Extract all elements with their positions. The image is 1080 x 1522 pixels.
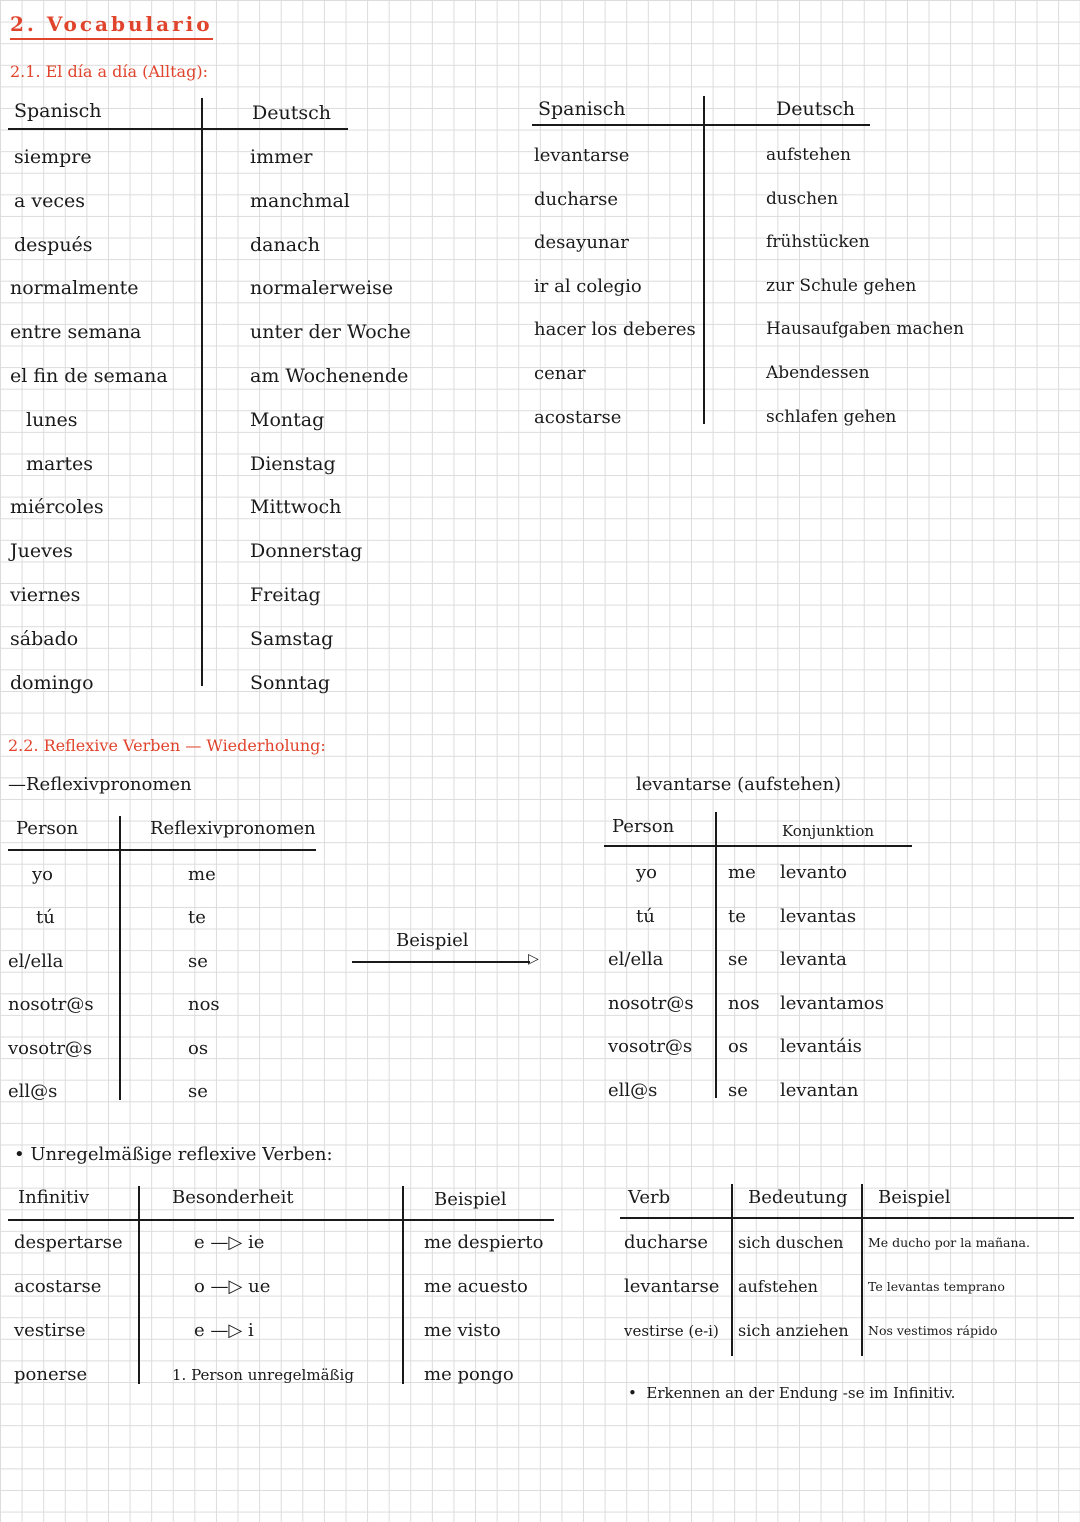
table-a-german-cell: Dienstag [250, 452, 336, 475]
table-b-header-deutsch: Deutsch [776, 98, 855, 120]
table-a-spanish-cell: siempre [14, 146, 92, 168]
verbs-beispiel-cell: Nos vestimos rápido [868, 1323, 998, 1338]
pronoun-header-person: Person [16, 818, 79, 839]
bullet-icon: • [14, 1144, 31, 1165]
table-b-spanish-cell: cenar [534, 363, 586, 384]
irregular-divider-1 [138, 1186, 140, 1384]
table-a-german-cell: danach [250, 233, 320, 256]
irregular-beispiel-cell: me despierto [424, 1232, 544, 1253]
pronoun-value-cell: os [188, 1037, 209, 1059]
table-a-header-deutsch: Deutsch [252, 102, 331, 124]
table-a-spanish-cell: domingo [10, 671, 94, 694]
table-a-german-cell: Donnerstag [250, 540, 363, 563]
table-b-german-cell: Abendessen [766, 363, 870, 383]
irregular-beispiel-cell: me visto [424, 1320, 501, 1341]
irregular-divider-2 [402, 1186, 404, 1384]
irregular-infinitiv-cell: ponerse [14, 1364, 88, 1385]
verbs-header-rule [620, 1217, 1074, 1219]
irregular-besonderheit-cell: 1. Person unregelmäßig [172, 1366, 354, 1384]
pronoun-value-cell: te [188, 907, 206, 929]
table-b-german-cell: schlafen gehen [766, 406, 897, 427]
subheading-reflexivpronomen: —Reflexivpronomen [8, 774, 192, 795]
conj-pronoun-cell: me [728, 862, 756, 883]
table-a-spanish-cell: Jueves [10, 540, 73, 563]
pronoun-person-cell: vosotr@s [8, 1037, 93, 1059]
table-b-german-cell: aufstehen [766, 145, 851, 165]
pronoun-person-cell: ell@s [8, 1081, 58, 1102]
verbs-header-verb: Verb [628, 1187, 671, 1208]
verbs-verb-cell: levantarse [624, 1276, 720, 1297]
table-a-german-cell: am Wochenende [250, 365, 409, 387]
irregular-header-infinitiv: Infinitiv [18, 1187, 90, 1208]
verbs-header-beispiel: Beispiel [878, 1187, 951, 1208]
table-a-spanish-cell: normalmente [10, 277, 139, 300]
table-a-spanish-cell: el fin de semana [10, 365, 168, 387]
irregular-header-besonderheit: Besonderheit [172, 1187, 294, 1208]
table-b-german-cell: zur Schule gehen [766, 275, 917, 296]
bullet-icon: • [628, 1384, 647, 1402]
table-a-german-cell: immer [250, 146, 313, 168]
conj-verb-cell: levanta [780, 949, 847, 971]
verbs-bedeutung-cell: aufstehen [738, 1277, 818, 1296]
conj-verb-cell: levantan [780, 1080, 859, 1101]
conj-person-cell: ell@s [608, 1080, 658, 1101]
table-a-spanish-cell: después [14, 233, 93, 256]
table-b-spanish-cell: desayunar [534, 232, 629, 254]
irregular-header-beispiel: Beispiel [434, 1189, 507, 1210]
table-b-spanish-cell: hacer los deberes [534, 319, 696, 341]
table-a-spanish-cell: martes [26, 452, 94, 475]
conj-pronoun-cell: nos [728, 992, 760, 1014]
table-a-spanish-cell: lunes [26, 408, 78, 431]
verbs-divider-1 [731, 1184, 733, 1356]
table-b-german-cell: Hausaufgaben machen [766, 319, 965, 340]
conj-header-person: Person [612, 816, 675, 837]
verbs-bedeutung-cell: sich duschen [738, 1233, 844, 1252]
section-heading-alltag: 2.1. El día a día (Alltag): [10, 62, 208, 81]
conj-person-cell: tú [636, 905, 655, 927]
table-a-german-cell: Freitag [250, 584, 321, 606]
table-a-header-rule [8, 128, 348, 130]
irregular-beispiel-cell: me acuesto [424, 1276, 528, 1297]
table-b-spanish-cell: acostarse [534, 406, 622, 428]
pronoun-person-cell: yo [32, 864, 54, 885]
conj-verb-cell: levantamos [780, 992, 885, 1014]
conj-header-rule [604, 845, 912, 847]
pronoun-person-cell: el/ella [8, 950, 64, 972]
example-label: Beispiel [396, 930, 469, 951]
table-b-spanish-cell: ducharse [534, 188, 619, 210]
verbs-beispiel-cell: Te levantas temprano [868, 1279, 1005, 1294]
irregular-heading: • Unregelmäßige reflexive Verben: [14, 1144, 333, 1165]
page-title: 2. Vocabulario [10, 12, 213, 40]
table-a-divider [201, 98, 203, 686]
conj-header-konjunktion: Konjunktion [782, 822, 875, 840]
table-b-header-spanisch: Spanisch [538, 98, 626, 120]
conj-pronoun-cell: se [728, 1080, 748, 1101]
table-a-spanish-cell: a veces [14, 189, 85, 212]
pronoun-divider [119, 816, 121, 1100]
irregular-besonderheit-cell: e —▷ i [194, 1320, 254, 1341]
conj-person-cell: nosotr@s [608, 992, 694, 1014]
conj-pronoun-cell: os [728, 1036, 749, 1058]
verbs-divider-2 [861, 1184, 863, 1356]
table-a-german-cell: Samstag [250, 627, 334, 650]
ending-note: • Erkennen an der Endung -se im Infinitiv. [628, 1384, 956, 1402]
conj-divider [715, 812, 717, 1098]
pronoun-value-cell: se [188, 950, 208, 972]
pronoun-person-cell: tú [36, 907, 55, 929]
conj-verb-cell: levantáis [780, 1036, 862, 1058]
irregular-infinitiv-cell: acostarse [14, 1276, 102, 1297]
conj-person-cell: el/ella [608, 949, 664, 971]
table-b-header-rule [532, 124, 870, 126]
irregular-besonderheit-cell: e —▷ ie [194, 1232, 265, 1253]
pronoun-value-cell: nos [188, 994, 220, 1016]
verbs-verb-cell: ducharse [624, 1232, 709, 1253]
irregular-besonderheit-cell: o —▷ ue [194, 1276, 271, 1297]
verbs-beispiel-cell: Me ducho por la mañana. [868, 1235, 1030, 1250]
table-a-spanish-cell: miércoles [10, 496, 104, 519]
conj-pronoun-cell: se [728, 949, 748, 971]
pronoun-header-reflexivpronomen: Reflexivpronomen [150, 818, 316, 839]
table-a-german-cell: normalerweise [250, 277, 394, 300]
conj-person-cell: vosotr@s [608, 1036, 693, 1058]
table-a-spanish-cell: sábado [10, 627, 79, 650]
irregular-infinitiv-cell: despertarse [14, 1232, 123, 1253]
table-a-spanish-cell: viernes [10, 584, 81, 606]
arrow-head-icon: ▷ [528, 951, 539, 967]
conj-verb-cell: levanto [780, 862, 847, 883]
irregular-beispiel-cell: me pongo [424, 1364, 514, 1385]
irregular-header-rule [8, 1219, 554, 1221]
table-a-german-cell: Montag [250, 408, 325, 431]
table-b-spanish-cell: levantarse [534, 145, 630, 166]
table-b-divider [703, 96, 705, 424]
conj-pronoun-cell: te [728, 905, 746, 927]
table-a-german-cell: unter der Woche [250, 321, 411, 344]
example-arrow-line [352, 961, 530, 963]
table-b-german-cell: duschen [766, 188, 839, 209]
section-heading-reflexive: 2.2. Reflexive Verben — Wiederholung: [8, 736, 326, 755]
pronoun-header-rule [8, 849, 316, 851]
table-b-spanish-cell: ir al colegio [534, 275, 642, 297]
verbs-bedeutung-cell: sich anziehen [738, 1321, 849, 1340]
table-a-german-cell: Mittwoch [250, 496, 342, 519]
table-a-header-spanisch: Spanisch [14, 100, 102, 122]
table-a-german-cell: manchmal [250, 189, 350, 212]
verbs-verb-cell: vestirse (e-i) [624, 1322, 719, 1340]
conjugation-title: levantarse (aufstehen) [636, 774, 842, 795]
table-a-german-cell: Sonntag [250, 671, 331, 694]
irregular-infinitiv-cell: vestirse [14, 1320, 86, 1341]
pronoun-person-cell: nosotr@s [8, 994, 94, 1016]
conj-verb-cell: levantas [780, 905, 857, 927]
pronoun-value-cell: me [188, 864, 216, 885]
table-b-german-cell: frühstücken [766, 232, 870, 253]
pronoun-value-cell: se [188, 1081, 208, 1102]
verbs-header-bedeutung: Bedeutung [748, 1187, 848, 1208]
table-a-spanish-cell: entre semana [10, 321, 142, 344]
conj-person-cell: yo [636, 862, 658, 883]
